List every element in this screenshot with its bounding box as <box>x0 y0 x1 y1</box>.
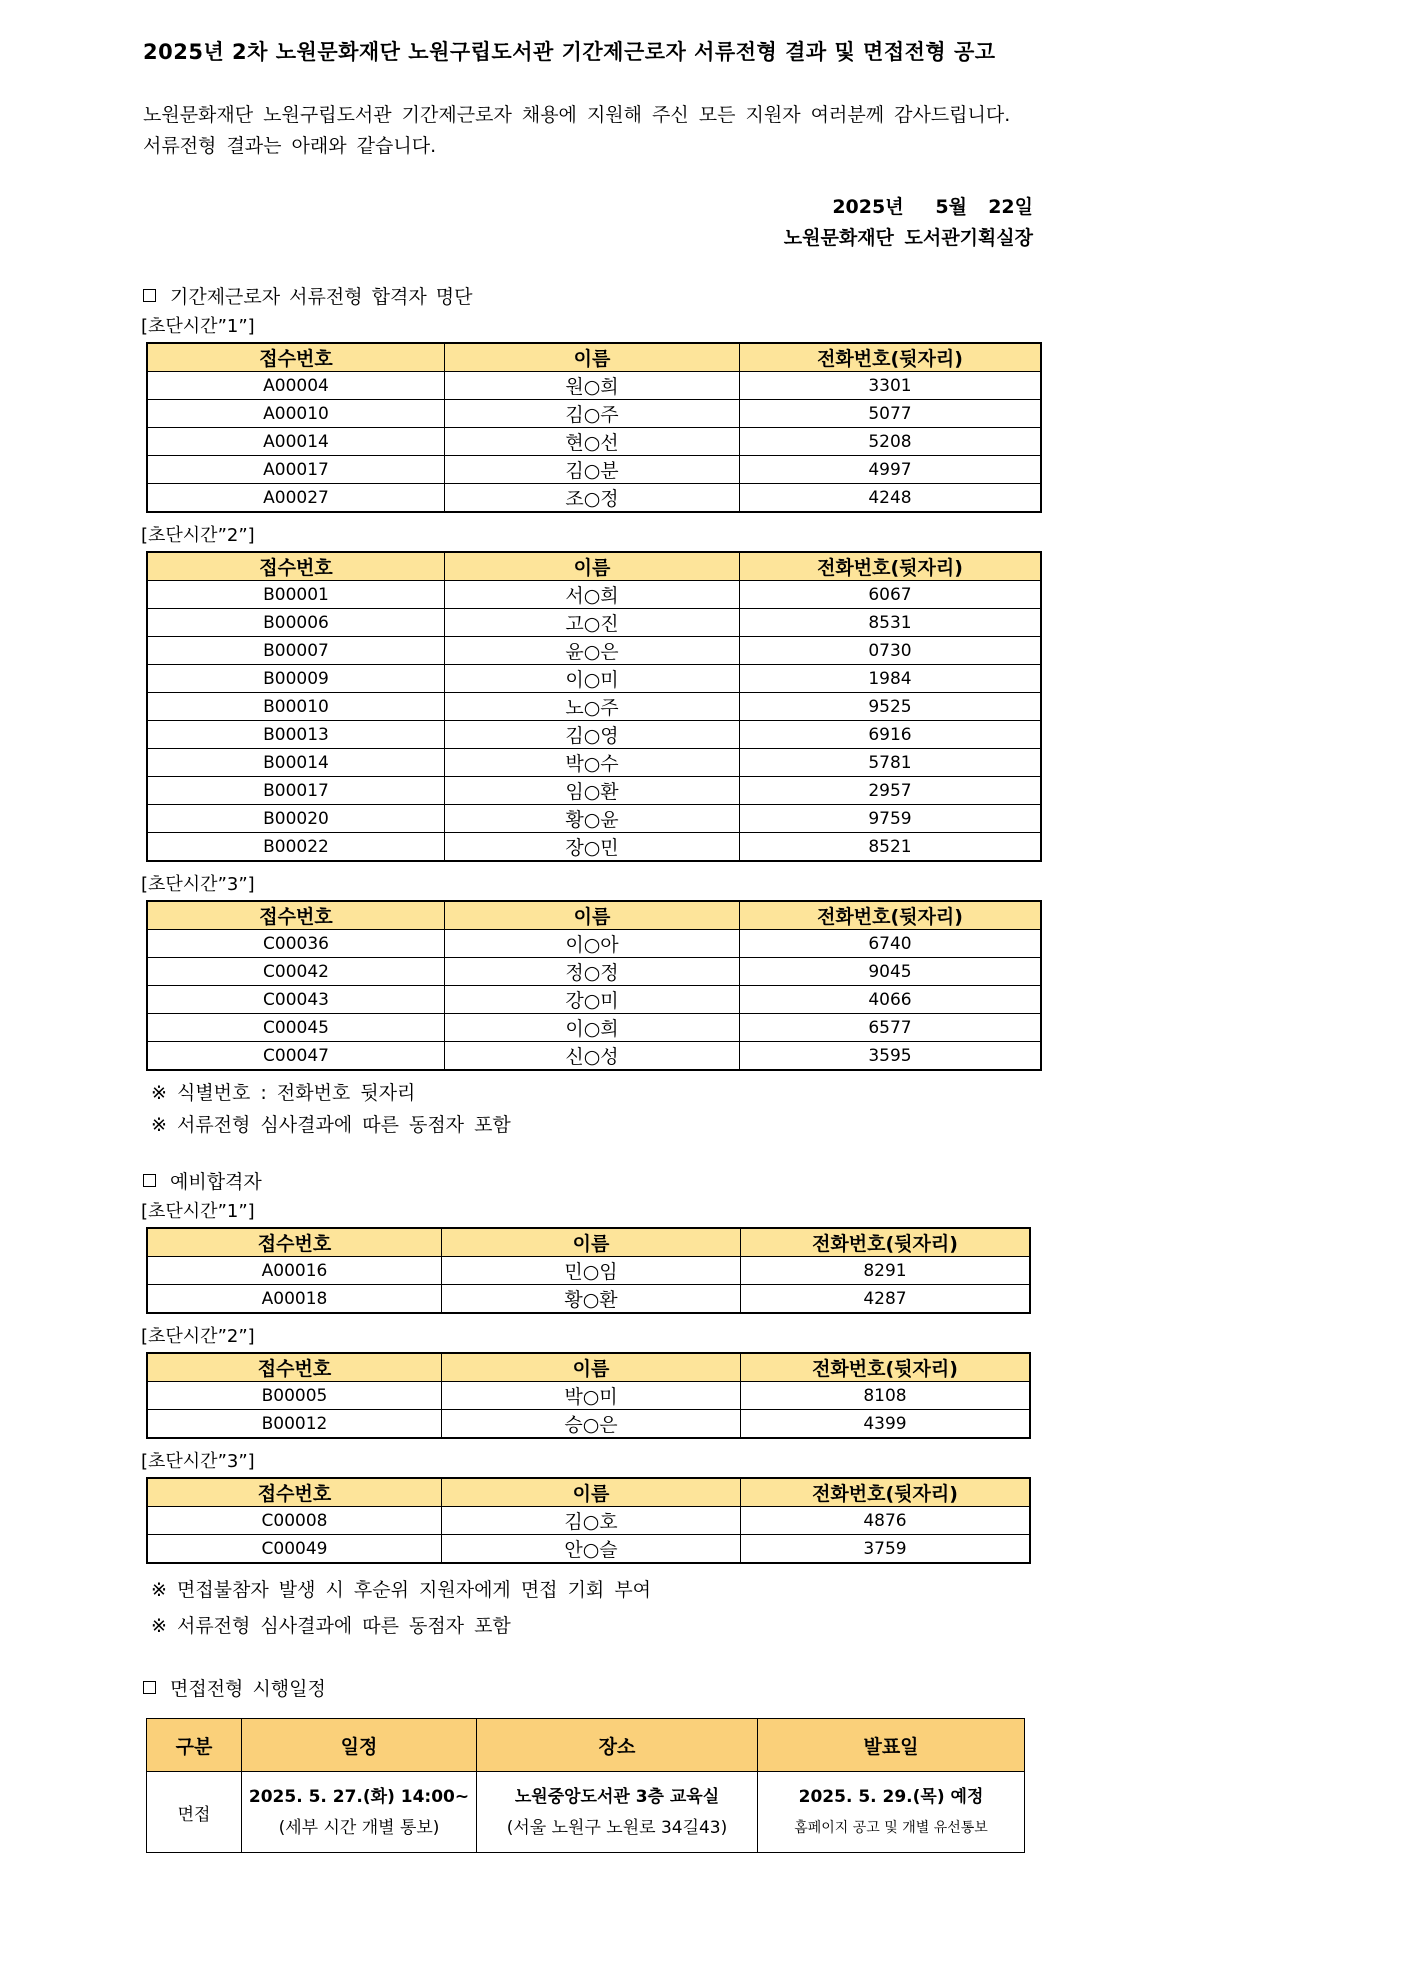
receipt-no: B00009 <box>147 665 445 693</box>
receipt-no: C00049 <box>147 1535 442 1564</box>
receipt-no: A00017 <box>147 456 445 484</box>
applicant-table <box>146 1477 1031 1564</box>
table-row <box>147 930 1041 958</box>
header-announce: 발표일 <box>758 1719 1025 1772</box>
table-row <box>147 372 1041 400</box>
applicant-name: 고○진 <box>445 609 740 637</box>
schedule-date-cell <box>242 1772 477 1853</box>
schedule-place-cell <box>477 1772 758 1853</box>
phone-last-digits: 8531 <box>740 609 1042 637</box>
receipt-no: C00008 <box>147 1507 442 1535</box>
table-row <box>147 484 1041 513</box>
reserve-groups <box>143 1197 1293 1564</box>
phone-last-digits: 1984 <box>740 665 1042 693</box>
receipt-no: C00036 <box>147 930 445 958</box>
header-name: 이름 <box>442 1228 741 1257</box>
phone-last-digits: 4287 <box>741 1285 1031 1314</box>
phone-last-digits: 4876 <box>741 1507 1031 1535</box>
applicant-name: 윤○은 <box>445 637 740 665</box>
applicant-name: 김○영 <box>445 721 740 749</box>
applicant-name: 승○은 <box>442 1410 741 1439</box>
applicant-table <box>146 1227 1031 1314</box>
header-name: 이름 <box>445 901 740 930</box>
intro-line-1: 노원문화재단 노원구립도서관 기간제근로자 채용에 지원해 주신 모든 지원자 여러분께 감사드립니다. <box>143 104 1011 126</box>
table-row <box>147 805 1041 833</box>
schedule-announce-main: 2025. 5. 29.(목) 예정 <box>798 1787 984 1807</box>
header-receipt: 접수번호 <box>147 1478 442 1507</box>
applicant-name: 박○수 <box>445 749 740 777</box>
phone-last-digits: 4066 <box>740 986 1042 1014</box>
header-place: 장소 <box>477 1719 758 1772</box>
schedule-place-sub: (서울 노원구 노원로 34길43) <box>506 1818 728 1838</box>
phone-last-digits: 6067 <box>740 581 1042 609</box>
receipt-no: B00007 <box>147 637 445 665</box>
applicant-name: 이○희 <box>445 1014 740 1042</box>
receipt-no: C00045 <box>147 1014 445 1042</box>
table-header-row <box>147 552 1041 581</box>
schedule-place-main: 노원중앙도서관 3층 교육실 <box>514 1787 720 1807</box>
header-name: 이름 <box>445 343 740 372</box>
header-name: 이름 <box>442 1478 741 1507</box>
receipt-no: B00006 <box>147 609 445 637</box>
table-row <box>147 1507 1030 1535</box>
applicant-name: 노○주 <box>445 693 740 721</box>
table-row <box>147 1014 1041 1042</box>
phone-last-digits: 0730 <box>740 637 1042 665</box>
table-row <box>147 986 1041 1014</box>
checkbox-square-icon <box>143 1174 156 1187</box>
table-row <box>147 721 1041 749</box>
receipt-no: C00042 <box>147 958 445 986</box>
receipt-no: A00018 <box>147 1285 442 1314</box>
phone-last-digits: 5208 <box>740 428 1042 456</box>
note-item: ※ 식별번호 : 전화번호 뒷자리 <box>151 1082 416 1104</box>
issuer: 노원문화재단 도서관기획실장 <box>783 227 1033 249</box>
checkbox-square-icon <box>143 289 156 302</box>
receipt-no: B00013 <box>147 721 445 749</box>
applicant-table <box>146 1352 1031 1439</box>
receipt-no: B00020 <box>147 805 445 833</box>
schedule-date-main: 2025. 5. 27.(화) 14:00~ <box>248 1787 470 1807</box>
table-row <box>147 1257 1030 1285</box>
note-item: ※ 서류전형 심사결과에 따른 동점자 포함 <box>151 1615 511 1637</box>
applicant-table <box>146 342 1042 513</box>
header-phone: 전화번호(뒷자리) <box>741 1353 1031 1382</box>
passed-notes <box>143 1077 1293 1141</box>
table-row <box>147 400 1041 428</box>
header-phone: 전화번호(뒷자리) <box>740 343 1042 372</box>
applicant-name: 임○환 <box>445 777 740 805</box>
applicant-name: 황○환 <box>442 1285 741 1314</box>
phone-last-digits: 4248 <box>740 484 1042 513</box>
phone-last-digits: 3595 <box>740 1042 1042 1071</box>
table-row <box>147 581 1041 609</box>
applicant-name: 이○아 <box>445 930 740 958</box>
applicant-name: 이○미 <box>445 665 740 693</box>
phone-last-digits: 4997 <box>740 456 1042 484</box>
receipt-no: B00005 <box>147 1382 442 1410</box>
header-receipt: 접수번호 <box>147 552 445 581</box>
schedule-type: 면접 <box>147 1772 242 1853</box>
schedule-row <box>147 1772 1025 1853</box>
phone-last-digits: 8521 <box>740 833 1042 862</box>
group-label: [초단시간”2”] <box>141 1326 255 1347</box>
table-header-row <box>147 901 1041 930</box>
schedule-table <box>146 1718 1025 1853</box>
applicant-table <box>146 551 1042 862</box>
table-row <box>147 1535 1030 1564</box>
table-row <box>147 833 1041 862</box>
date-issuer-block <box>143 192 1033 254</box>
phone-last-digits: 8108 <box>741 1382 1031 1410</box>
section-schedule-heading: 면접전형 시행일정 <box>143 1674 1293 1704</box>
header-receipt: 접수번호 <box>147 1228 442 1257</box>
applicant-name: 김○주 <box>445 400 740 428</box>
phone-last-digits: 6740 <box>740 930 1042 958</box>
header-date: 일정 <box>242 1719 477 1772</box>
schedule-announce-cell <box>758 1772 1025 1853</box>
receipt-no: C00047 <box>147 1042 445 1071</box>
group-label: [초단시간”3”] <box>141 874 255 895</box>
table-row <box>147 609 1041 637</box>
group-label: [초단시간”1”] <box>141 1201 255 1222</box>
group-label: [초단시간”1”] <box>141 316 255 337</box>
phone-last-digits: 2957 <box>740 777 1042 805</box>
table-row <box>147 1285 1030 1314</box>
note-item: ※ 면접불참자 발생 시 후순위 지원자에게 면접 기회 부여 <box>151 1579 652 1601</box>
receipt-no: B00014 <box>147 749 445 777</box>
table-row <box>147 958 1041 986</box>
section-reserve-heading: 예비합격자 <box>143 1167 1293 1197</box>
applicant-name: 박○미 <box>442 1382 741 1410</box>
header-phone: 전화번호(뒷자리) <box>740 552 1042 581</box>
table-row <box>147 693 1041 721</box>
applicant-name: 원○희 <box>445 372 740 400</box>
page-title: 2025년 2차 노원문화재단 노원구립도서관 기간제근로자 서류전형 결과 및 면접전형 공고 <box>143 40 996 64</box>
table-row <box>147 1042 1041 1071</box>
document-page <box>143 36 1293 1853</box>
phone-last-digits: 9525 <box>740 693 1042 721</box>
intro-line-2: 서류전형 결과는 아래와 같습니다. <box>143 135 437 157</box>
applicant-name: 민○임 <box>442 1257 741 1285</box>
intro-paragraph <box>143 100 1293 162</box>
table-row <box>147 428 1041 456</box>
phone-last-digits: 4399 <box>741 1410 1031 1439</box>
applicant-name: 장○민 <box>445 833 740 862</box>
group-label: [초단시간”2”] <box>141 525 255 546</box>
table-row <box>147 456 1041 484</box>
table-row <box>147 1410 1030 1439</box>
table-row <box>147 749 1041 777</box>
table-row <box>147 1382 1030 1410</box>
header-receipt: 접수번호 <box>147 343 445 372</box>
receipt-no: B00012 <box>147 1410 442 1439</box>
applicant-name: 서○희 <box>445 581 740 609</box>
applicant-name: 신○성 <box>445 1042 740 1071</box>
header-name: 이름 <box>442 1353 741 1382</box>
group-label: [초단시간”3”] <box>141 1451 255 1472</box>
header-phone: 전화번호(뒷자리) <box>741 1478 1031 1507</box>
table-row <box>147 665 1041 693</box>
applicant-name: 조○정 <box>445 484 740 513</box>
phone-last-digits: 9045 <box>740 958 1042 986</box>
phone-last-digits: 9759 <box>740 805 1042 833</box>
receipt-no: A00010 <box>147 400 445 428</box>
receipt-no: B00001 <box>147 581 445 609</box>
header-type: 구분 <box>147 1719 242 1772</box>
header-phone: 전화번호(뒷자리) <box>741 1228 1031 1257</box>
table-header-row <box>147 343 1041 372</box>
applicant-name: 현○선 <box>445 428 740 456</box>
table-header-row <box>147 1353 1030 1382</box>
schedule-header-row <box>147 1719 1025 1772</box>
phone-last-digits: 5781 <box>740 749 1042 777</box>
phone-last-digits: 3759 <box>741 1535 1031 1564</box>
receipt-no: A00004 <box>147 372 445 400</box>
applicant-name: 정○정 <box>445 958 740 986</box>
receipt-no: A00016 <box>147 1257 442 1285</box>
receipt-no: B00010 <box>147 693 445 721</box>
applicant-name: 황○윤 <box>445 805 740 833</box>
phone-last-digits: 3301 <box>740 372 1042 400</box>
table-row <box>147 637 1041 665</box>
section-passed-heading: 기간제근로자 서류전형 합격자 명단 <box>143 282 1293 312</box>
receipt-no: A00027 <box>147 484 445 513</box>
phone-last-digits: 6916 <box>740 721 1042 749</box>
announcement-date: 2025년 5월 22일 <box>832 196 1033 218</box>
table-header-row <box>147 1228 1030 1257</box>
table-header-row <box>147 1478 1030 1507</box>
receipt-no: B00022 <box>147 833 445 862</box>
applicant-name: 안○슬 <box>442 1535 741 1564</box>
table-row <box>147 777 1041 805</box>
phone-last-digits: 6577 <box>740 1014 1042 1042</box>
checkbox-square-icon <box>143 1681 156 1694</box>
phone-last-digits: 5077 <box>740 400 1042 428</box>
schedule-date-sub: (세부 시간 개별 통보) <box>278 1818 440 1838</box>
receipt-no: A00014 <box>147 428 445 456</box>
schedule-announce-sub: 홈페이지 공고 및 개별 유선통보 <box>794 1820 988 1836</box>
receipt-no: B00017 <box>147 777 445 805</box>
note-item: ※ 서류전형 심사결과에 따른 동점자 포함 <box>151 1114 511 1136</box>
header-receipt: 접수번호 <box>147 1353 442 1382</box>
applicant-name: 김○분 <box>445 456 740 484</box>
applicant-name: 김○호 <box>442 1507 741 1535</box>
applicant-table <box>146 900 1042 1071</box>
applicant-name: 강○미 <box>445 986 740 1014</box>
passed-groups <box>143 312 1293 1071</box>
phone-last-digits: 8291 <box>741 1257 1031 1285</box>
receipt-no: C00043 <box>147 986 445 1014</box>
reserve-notes <box>143 1572 1293 1644</box>
header-name: 이름 <box>445 552 740 581</box>
header-phone: 전화번호(뒷자리) <box>740 901 1042 930</box>
header-receipt: 접수번호 <box>147 901 445 930</box>
